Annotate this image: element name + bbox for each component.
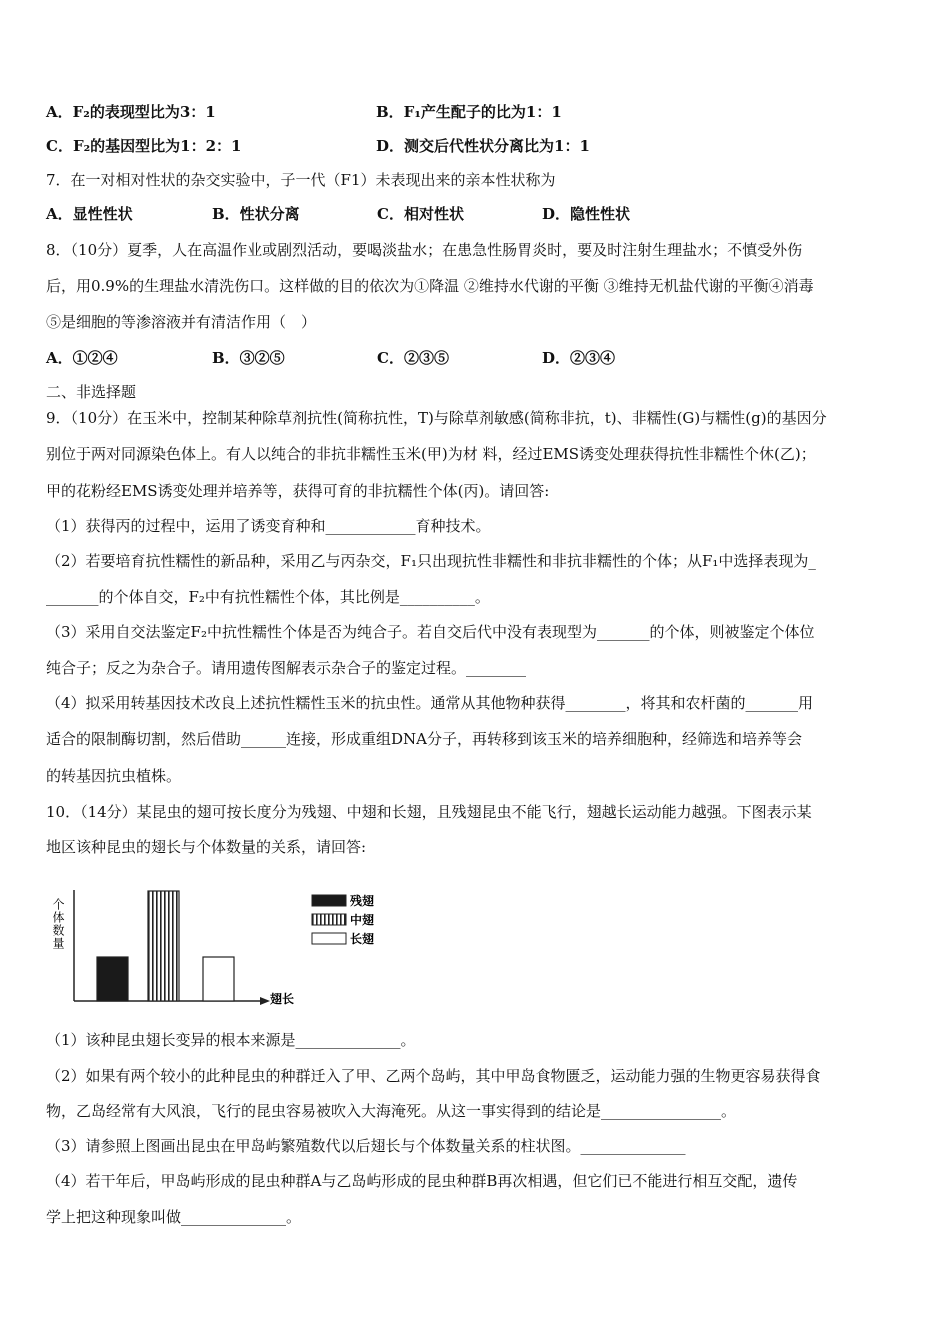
legend-label-长翅: 长翅 [350, 932, 375, 946]
q10-part4-line1: （4）若干年后，甲岛屿形成的昆虫种群A与乙岛屿形成的昆虫种群B再次相遇，但它们已不能进行相互交配，遗传 [46, 1172, 798, 1190]
q6-option-d: D．测交后代性状分离比为1：1 [376, 137, 590, 155]
q7-option-a: A．显性性状 [46, 205, 133, 223]
q7-option-c: C．相对性状 [377, 205, 464, 223]
q9-part4-line2: 适合的限制酶切割，然后借助______连接，形成重组DNA分子，再转移到该玉米的培养细胞种，经筛选和培养等会 [46, 730, 802, 748]
q7-option-d: D．隐性性状 [542, 205, 631, 223]
legend-swatch-长翅 [312, 933, 346, 944]
section-heading: 二、非选择题 [46, 383, 137, 401]
q10-stem-line1: 10．（14分）某昆虫的翅可按长度分为残翅、中翅和长翅，且残翅昆虫不能飞行，翅越长运动能力越强。下图表示某 [46, 803, 812, 821]
q9-part1: （1）获得丙的过程中，运用了诱变育种和____________育种技术。 [46, 517, 491, 535]
q8-stem-line1: 8．（10分）夏季，人在高温作业或剧烈活动，要喝淡盐水；在患急性肠胃炎时，要及时注射生理盐水；不慎受外伤 [46, 241, 803, 259]
q9-part3-line1: （3）采用自交法鉴定F₂中抗性糯性个体是否为纯合子。若自交后代中没有表现型为_______的个体，则被鉴定个体位 [46, 623, 815, 641]
q6-option-a: A．F₂的表现型比为3：1 [46, 103, 216, 121]
q6-option-c: C．F₂的基因型比为1：2：1 [46, 137, 242, 155]
q7-option-b: B．性状分离 [212, 205, 300, 223]
y-axis-label: 个体数量 [51, 898, 65, 950]
q9-stem-line2: 别位于两对同源染色体上。有人以纯合的非抗非糯性玉米(甲)为材 料，经过EMS诱变处理获得抗性非糯性个休(乙)； [46, 445, 816, 463]
bar-中翅 [148, 891, 179, 1001]
q10-part2-line2: 物，乙岛经常有大风浪，飞行的昆虫容易被吹入大海淹死。从这一事实得到的结论是________________。 [46, 1102, 737, 1120]
q8-option-a: A．①②④ [46, 349, 118, 367]
q8-stem-line3: ⑤是细胞的等渗溶液并有清洁作用（ ） [46, 313, 317, 331]
bar-残翅 [97, 957, 128, 1001]
wing-length-chart [48, 884, 388, 1014]
q6-option-b: B．F₁产生配子的比为1：1 [376, 103, 562, 121]
q9-part2-line2: _______的个体自交，F₂中有抗性糯性个体，其比例是__________。 [46, 588, 490, 606]
q10-part3: （3）请参照上图画出昆虫在甲岛屿繁殖数代以后翅长与个体数量关系的柱状图。______________ [46, 1137, 686, 1155]
q8-option-d: D．②③④ [542, 349, 616, 367]
q8-option-b: B．③②⑤ [212, 349, 285, 367]
q10-part4-line2: 学上把这种现象叫做______________。 [46, 1208, 302, 1226]
q9-part4-line1: （4）拟采用转基因技术改良上述抗性糯性玉米的抗虫性。通常从其他物种获得________，将其和农杆菌的_______用 [46, 694, 814, 712]
legend-swatch-残翅 [312, 895, 346, 906]
q10-stem-line2: 地区该种昆虫的翅长与个体数量的关系，请回答: [46, 838, 367, 856]
q8-stem-line2: 后，用0.9%的生理盐水清洗伤口。这样做的目的依次为①降温 ②维持水代谢的平衡 ③维持无机盐代谢的平衡④消毒 [46, 277, 814, 295]
bar-长翅 [203, 957, 234, 1001]
q9-stem-line3: 甲的花粉经EMS诱变处理并培养等，获得可育的非抗糯性个体(丙)。请回答: [46, 482, 550, 500]
q8-option-c: C．②③⑤ [377, 349, 449, 367]
q9-part2-line1: （2）若要培育抗性糯性的新品种，采用乙与丙杂交，F₁只出现抗性非糯性和非抗非糯性的个体；从F₁中选择表现为_ [46, 552, 816, 570]
x-axis-arrow [260, 997, 270, 1005]
q9-stem-line1: 9．（10分）在玉米中，控制某种除草剂抗性(简称抗性，T)与除草剂敏感(简称非抗，t)、非糯性(G)与糯性(g)的基因分 [46, 409, 827, 427]
q10-part2-line1: （2）如果有两个较小的此种昆虫的种群迁入了甲、乙两个岛屿，其中甲岛食物匮乏，运动能力强的生物更容易获得食 [46, 1067, 821, 1085]
legend-label-残翅: 残翅 [350, 894, 375, 908]
legend-swatch-中翅 [312, 914, 346, 925]
x-axis-label: 翅长 [270, 992, 295, 1006]
q10-part1: （1）该种昆虫翅长变异的根本来源是______________。 [46, 1031, 416, 1049]
q9-part4-line3: 的转基因抗虫植株。 [46, 767, 182, 785]
q7-stem: 7．在一对相对性状的杂交实验中，子一代（F1）未表现出来的亲本性状称为 [46, 171, 556, 189]
legend-label-中翅: 中翅 [350, 913, 375, 927]
q9-part3-line2: 纯合子；反之为杂合子。请用遗传图解表示杂合子的鉴定过程。________ [46, 659, 527, 677]
